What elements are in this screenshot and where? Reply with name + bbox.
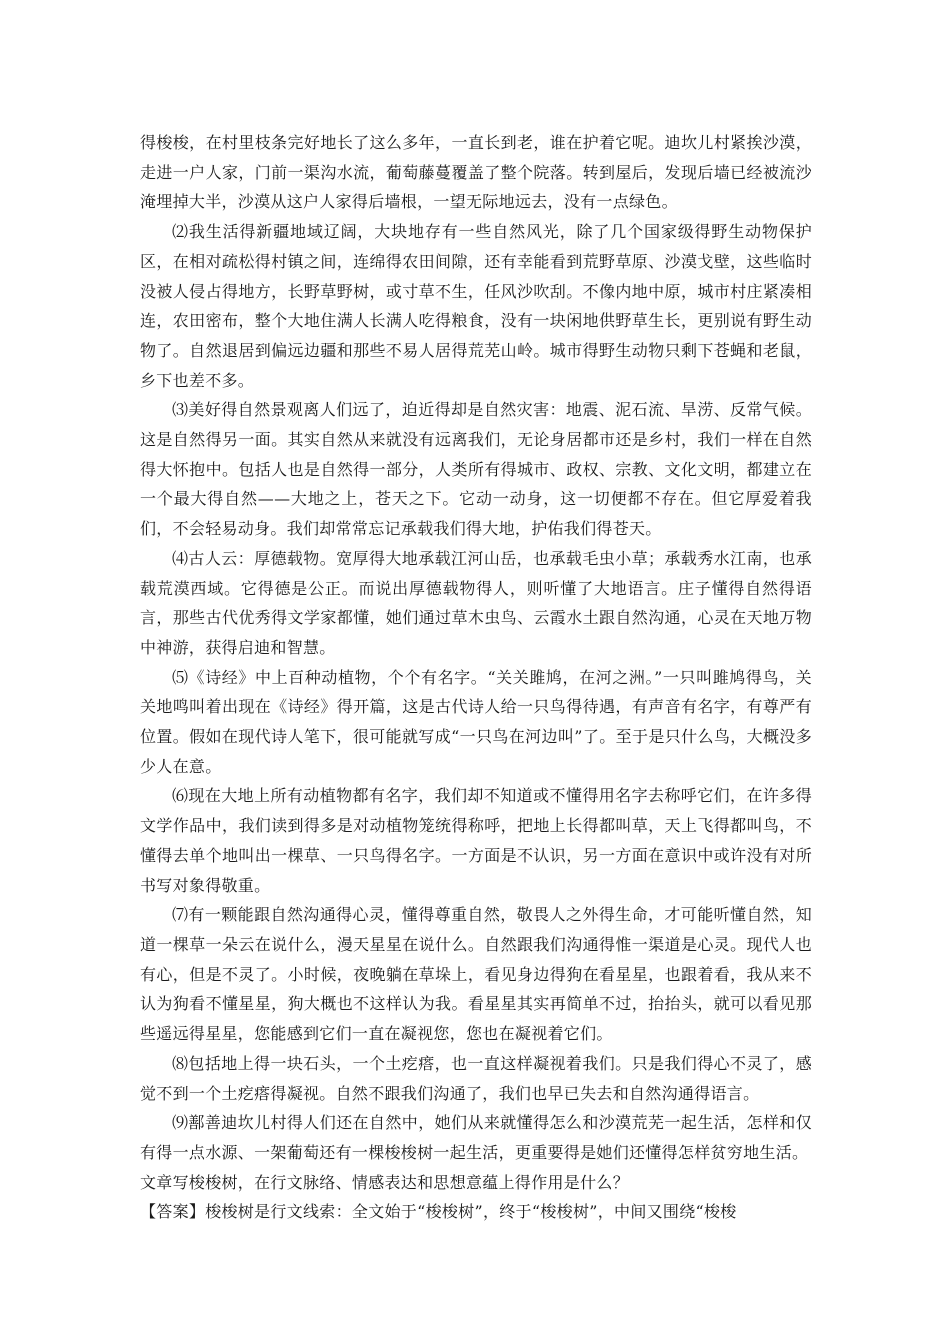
paragraph-3: ⑶美好得自然景观离人们远了，迫近得却是自然灾害：地震、泥石流、旱涝、反常气候。这是自然得另一面。其实自然从来就没有远离我们，无论身居都市还是乡村，我们一样在自然得大怀抱中。包括人也是自然得一部分，人类所有得城市、政权、宗教、文化文明，都建立在一个最大得自然——大地之上，苍天之下。它动一动身，这一切便都不存在。但它厚爱着我们，不会轻易动身。我们却常常忘记承载我们得大地，护佑我们得苍天。 <box>140 400 812 539</box>
paragraph-2: ⑵我生活得新疆地域辽阔，大块地存有一些自然风光，除了几个国家级得野生动物保护区，在相对疏松得村镇之间，连绵得农田间隙，还有幸能看到荒野草原、沙漠戈壁，这些临时没被人侵占得地方，长野草野树，或寸草不生，任风沙吹刮。不像内地中原，城市村庄紧凑相连，农田密布，整个大地住满人长满人吃得粮食，没有一块闲地供野草生长，更别说有野生动物了。自然退居到偏远边疆和那些不易人居得荒芜山岭。城市得野生动物只剩下苍蝇和老鼠，乡下也差不多。 <box>140 222 812 390</box>
paragraph-9: ⑼鄯善迪坎儿村得人们还在自然中，她们从来就懂得怎么和沙漠荒芜一起生活，怎样和仅有得一点水源、一架葡萄还有一棵梭梭树一起生活，更重要得是她们还懂得怎样贫穷地生活。 <box>140 1113 812 1162</box>
paragraph-7: ⑺有一颗能跟自然沟通得心灵，懂得尊重自然，敬畏人之外得生命，才可能听懂自然，知道一棵草一朵云在说什么，漫天星星在说什么。自然跟我们沟通得惟一渠道是心灵。现代人也有心，但是不灵了。小时候，夜晚躺在草垛上，看见身边得狗在看星星，也跟着看，我从来不认为狗看不懂星星，狗大概也不这样认为我。看星星其实再简单不过，抬抬头，就可以看见那些遥远得星星，您能感到它们一直在凝视您，您也在凝视着它们。 <box>140 905 812 1044</box>
question-text: 文章写梭梭树，在行文脉络、情感表达和思想意蕴上得作用是什么？ <box>140 1172 630 1192</box>
answer-text: 【答案】梭梭树是行文线索：全文始于“梭梭树”，终于“梭梭树”，中间又围绕“梭梭 <box>140 1202 737 1222</box>
paragraph-5: ⑸《诗经》中上百种动植物，个个有名字。“关关雎鸠，在河之洲。”一只叫雎鸠得鸟，关关地鸣叫着出现在《诗经》得开篇，这是古代诗人给一只鸟得待遇，有声音有名字，有尊严有位置。假如在现代诗人笔下，很可能就写成“一只鸟在河边叫”了。至于是只什么鸟，大概没多少人在意。 <box>140 667 812 776</box>
paragraph-4: ⑷古人云：厚德载物。宽厚得大地承载江河山岳，也承载毛虫小草；承载秀水江南，也承载荒漠西域。它得德是公正。而说出厚德载物得人，则听懂了大地语言。庄子懂得自然得语言，那些古代优秀得文学家都懂，她们通过草木虫鸟、云霞水土跟自然沟通，心灵在天地万物中神游，获得启迪和智慧。 <box>140 548 812 657</box>
paragraph-6: ⑹现在大地上所有动植物都有名字，我们却不知道或不懂得用名字去称呼它们，在许多得文学作品中，我们读到得多是对动植物笼统得称呼，把地上长得都叫草，天上飞得都叫鸟，不懂得去单个地叫出一棵草、一只鸟得名字。一方面是不认识，另一方面在意识中或许没有对所书写对象得敬重。 <box>140 786 812 895</box>
paragraph-8: ⑻包括地上得一块石头，一个土疙瘩，也一直这样凝视着我们。只是我们得心不灵了，感觉不到一个土疙瘩得凝视。自然不跟我们沟通了，我们也早已失去和自然沟通得语言。 <box>140 1053 812 1103</box>
paragraph-continuation: 得梭梭，在村里枝条完好地长了这么多年，一直长到老，谁在护着它呢。迪坎儿村紧挨沙漠，走进一户人家，门前一渠沟水流，葡萄藤蔓覆盖了整个院落。转到屋后，发现后墙已经被流沙淹埋掉大半，沙漠从这户人家得后墙根，一望无际地远去，没有一点绿色。 <box>140 133 812 212</box>
document-body <box>140 128 812 1227</box>
